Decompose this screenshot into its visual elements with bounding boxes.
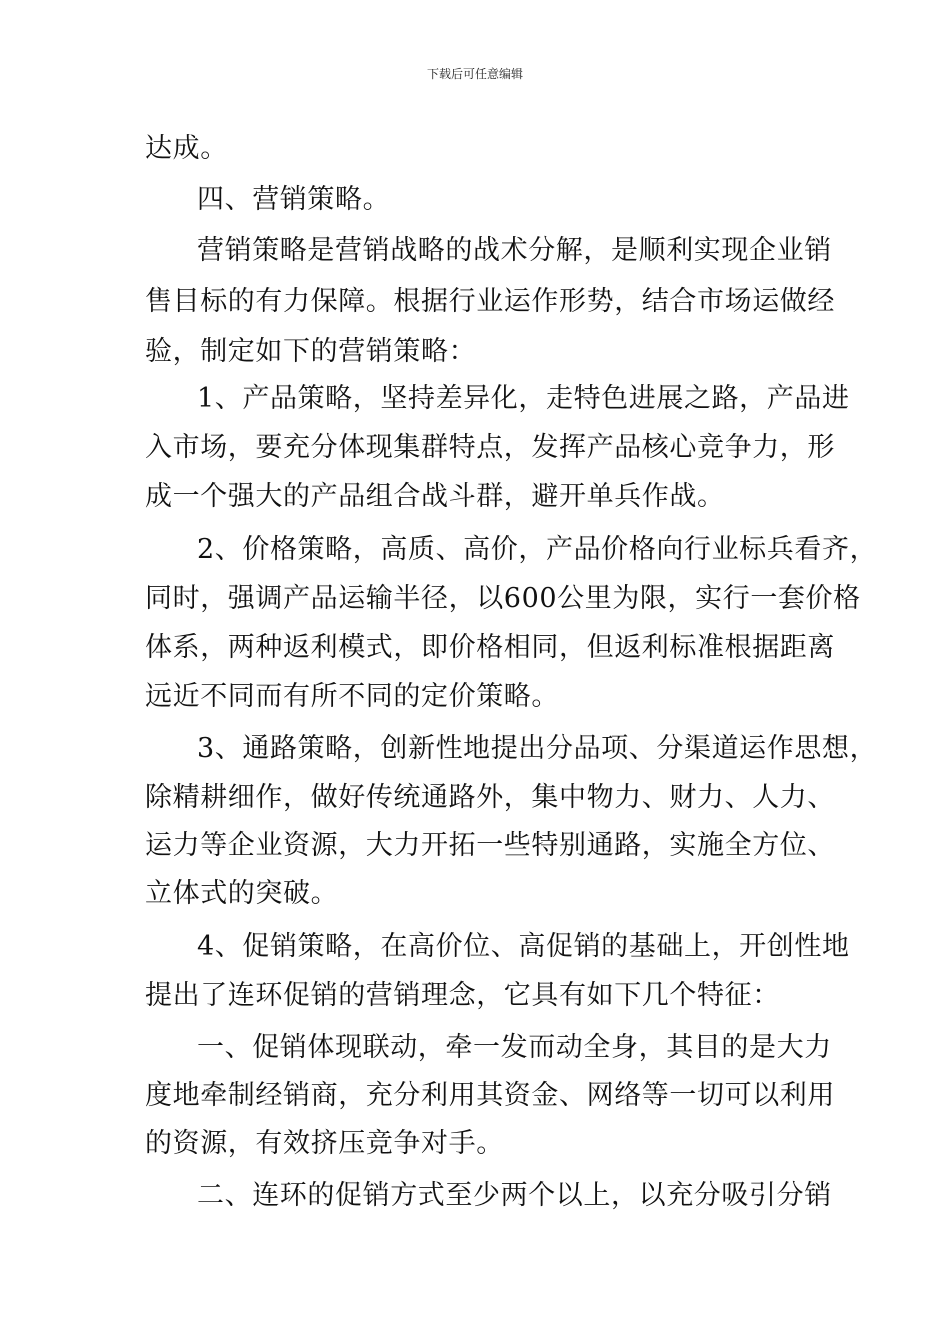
text-line: 运力等企业资源，大力开拓一些特别通路，实施全方位、 — [145, 830, 835, 861]
text-line: 度地牵制经销商，充分利用其资金、网络等一切可以利用 — [145, 1080, 835, 1111]
text-line: 同时，强调产品运输半径，以600公里为限，实行一套价格 — [145, 583, 861, 614]
text-line: 除精耕细作，做好传统通路外，集中物力、财力、人力、 — [145, 782, 835, 813]
text-line: 立体式的突破。 — [145, 878, 339, 909]
page-header: 下载后可任意编辑 — [426, 67, 523, 81]
text-line: 售目标的有力保障。根据行业运作形势，结合市场运做经 — [145, 286, 835, 317]
text-line: 二、连环的促销方式至少两个以上，以充分吸引分销 — [197, 1180, 832, 1211]
text-line: 达成。 — [145, 133, 228, 164]
text-line: 4、促销策略，在高价位、高促销的基础上，开创性地 — [197, 931, 850, 962]
text-line: 提出了连环促销的营销理念，它具有如下几个特征： — [145, 980, 780, 1011]
text-line: 1、产品策略，坚持差异化，走特色进展之路，产品进 — [197, 383, 850, 414]
text-line: 营销策略是营销战略的战术分解，是顺利实现企业销 — [197, 235, 832, 266]
section-heading: 四、营销策略。 — [197, 184, 391, 215]
text-line: 一、促销体现联动，牵一发而动全身，其目的是大力 — [197, 1032, 832, 1063]
text-line: 3、通路策略，创新性地提出分品项、分渠道运作思想， — [197, 733, 878, 764]
text-line: 的资源，有效挤压竞争对手。 — [145, 1128, 504, 1159]
text-line: 验，制定如下的营销策略： — [145, 336, 477, 367]
text-line: 远近不同而有所不同的定价策略。 — [145, 681, 559, 712]
text-line: 2、价格策略，高质、高价，产品价格向行业标兵看齐， — [197, 534, 878, 565]
text-line: 入市场，要充分体现集群特点，发挥产品核心竞争力，形 — [145, 432, 835, 463]
text-line: 体系，两种返利模式，即价格相同，但返利标准根据距离 — [145, 632, 835, 663]
text-line: 成一个强大的产品组合战斗群，避开单兵作战。 — [145, 481, 725, 512]
